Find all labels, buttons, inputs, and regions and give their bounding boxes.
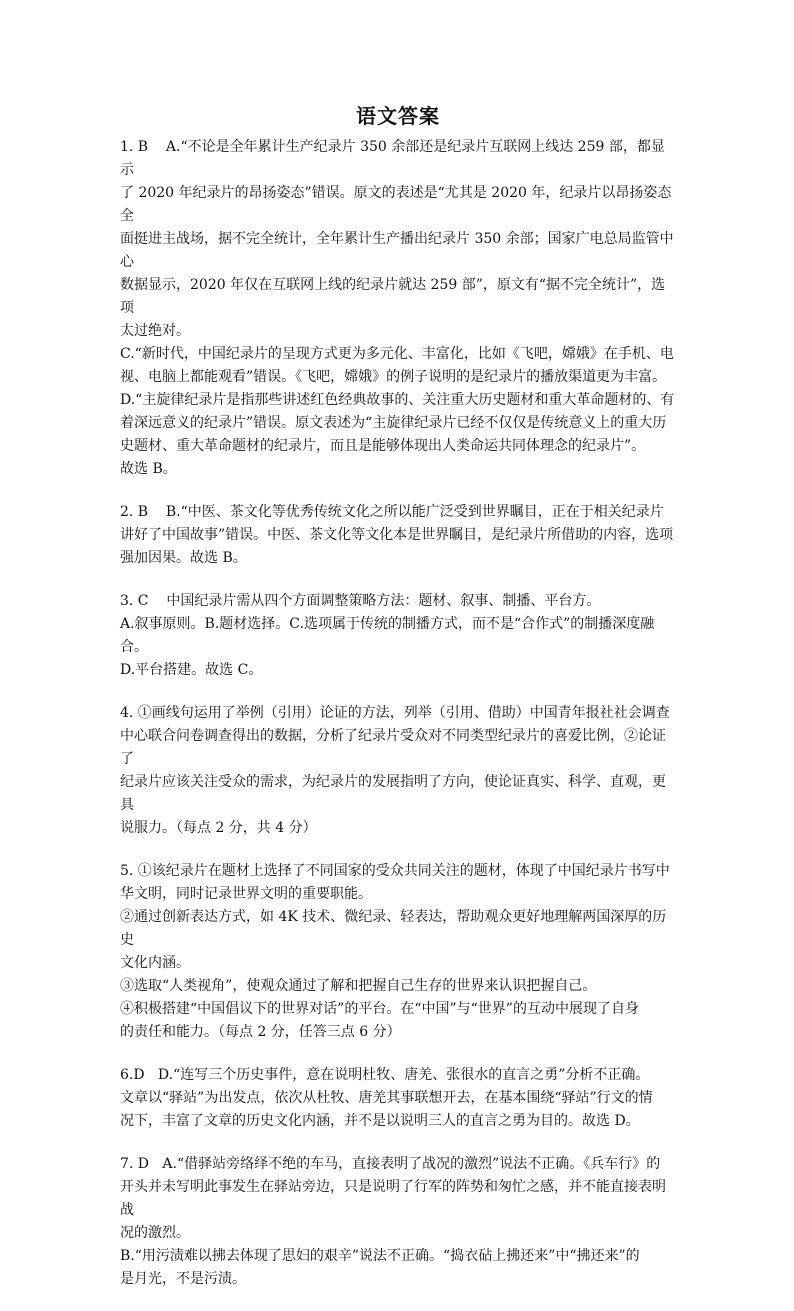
answer-line: 6.D D.“连写三个历史事件，意在说明杜牧、唐羌、张很水的直言之勇”分析不正确。 (120, 1067, 650, 1083)
answer-line: B.“用污渍难以拂去体现了思妇的艰辛”说法不正确。“捣衣砧上拂还来”中“拂还来”的 (120, 1248, 640, 1264)
answer-line: 华文明，同时记录世界文明的重要职能。 (120, 886, 372, 902)
answer-line: 史题材、重大革命题材的纪录片，而且是能够体现出人类命运共同体理念的纪录片”。 (120, 438, 646, 454)
answer-line: 面挺进主战场，据不完全统计，全年累计生产播出纪录片 350 余部；国家广电总局监管中心 (120, 231, 674, 270)
answer-line: ②通过创新表达方式，如 4K 技术、微纪录、轻表达，帮助观众更好地理解两国深厚的历史 (120, 909, 667, 948)
answer-line: 开头并未写明此事发生在驿站旁边，只是说明了行军的阵势和匆忙之感，并不能直接表明战 (120, 1179, 666, 1218)
answer-line: 着深远意义的纪录片”错误。原文表述为“主旋律纪录片已经不仅仅是传统意义上的重大历 (120, 415, 667, 431)
answer-line: 了 2020 年纪录片的昂扬姿态”错误。原文的表述是“尤其是 2020 年，纪录片以昂扬姿态全 (120, 185, 672, 224)
answer-line: 太过绝对。 (120, 323, 190, 339)
answer-line: 故选 B。 (120, 461, 177, 477)
answer-line: 的责任和能力。（每点 2 分，任答三点 6 分） (120, 1024, 401, 1040)
answer-line: 是月光，不是污渍。 (120, 1271, 246, 1287)
answer-line: D.平台搭建。故选 C。 (120, 662, 263, 678)
answer-line: 3. C 中国纪录片需从四个方面调整策略方法：题材、叙事、制播、平台方。 (120, 593, 601, 609)
answer-line: 况下，丰富了文章的历史文化内涵，并不是以说明三人的直言之勇为目的。故选 D。 (120, 1113, 640, 1129)
answer-line: 数据显示，2020 年仅在互联网上线的纪录片就达 259 部”，原文有“据不完全统计”，选项 (120, 277, 666, 316)
answer-line: 4. ①画线句运用了举例（引用）论证的方法，列举（引用、借助）中国青年报社社会调查 (120, 705, 670, 721)
answer-line: ④积极搭建“中国倡议下的世界对话”的平台。在“中国”与“世界”的互动中展现了自身 (120, 1001, 639, 1017)
answer-section-7 (120, 1153, 676, 1291)
answer-page (120, 102, 676, 1311)
answer-line: 讲好了中国故事”错误。中医、茶文化等文化本是世界瞩目，是纪录片所借助的内容，选项 (120, 527, 674, 543)
answer-line: 5. ①该纪录片在题材上选择了不同国家的受众共同关注的题材，体现了中国纪录片书写中 (120, 863, 670, 879)
page-title: 语文答案 (356, 104, 440, 128)
answer-line: C.“新时代，中国纪录片的呈现方式更为多元化、丰富化，比如《飞吧，嫦娥》在手机、电 (120, 346, 674, 362)
answer-section-1 (120, 136, 676, 481)
answer-line: 中心联合问卷调查得出的数据，分析了纪录片受众对不同类型纪录片的喜爱比例，②论证了 (120, 728, 666, 767)
answer-line: 况的激烈。 (120, 1225, 190, 1241)
answer-line: 1. B A.“不论是全年累计生产纪录片 350 余部还是纪录片互联网上线达 259 部，都显示 (120, 139, 665, 178)
answer-line: 文章以“驿站”为出发点，依次从杜牧、唐羌其事联想开去，在基本围绕“驿站”行文的情 (120, 1090, 653, 1106)
answer-section-4 (120, 702, 676, 840)
answer-line: A.叙事原则。B.题材选择。C.选项属于传统的制播方式，而不是“合作式”的制播深度融合。 (120, 616, 655, 655)
answer-line: 7. D A.“借驿站旁络绎不绝的车马，直接表明了战况的激烈”说法不正确。《兵车行》的 (120, 1156, 661, 1172)
answer-line: 文化内涵。 (120, 955, 190, 971)
answer-section-2 (120, 501, 676, 570)
answer-line: D.“主旋律纪录片是指那些讲述红色经典故事的、关注重大历史题材和重大革命题材的、有 (120, 392, 675, 408)
answer-line: 说服力。（每点 2 分，共 4 分） (120, 820, 317, 836)
answer-line: 纪录片应该关注受众的需求，为纪录片的发展指明了方向，使论证真实、科学、直观，更具 (120, 774, 666, 813)
answer-section-3 (120, 590, 676, 682)
answer-line: ③选取“人类视角”，使观众通过了解和把握自己生存的世界来认识把握自己。 (120, 978, 597, 994)
answer-line: 2. B B.“中医、茶文化等优秀传统文化之所以能广泛受到世界瞩目，正在于相关纪录片 (120, 504, 664, 520)
answer-line: 视、电脑上都能观看”错误。《飞吧，嫦娥》的例子说明的是纪录片的播放渠道更为丰富。 (120, 369, 667, 385)
answer-line: 强加因果。故选 B。 (120, 550, 247, 566)
answer-section-5 (120, 860, 676, 1044)
